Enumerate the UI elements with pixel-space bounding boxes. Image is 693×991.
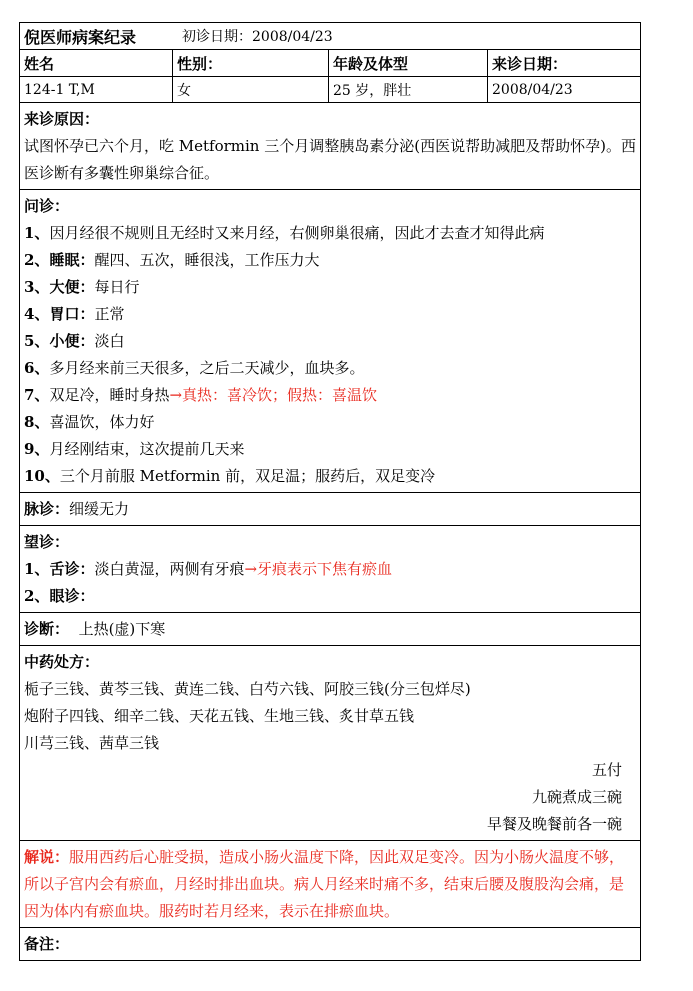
explain-label: 解说： [24,848,70,866]
inquiry-item [24,355,636,382]
visit-date-header: 来诊日期： [492,54,568,73]
item-text: 喜温饮，体力好 [49,413,155,431]
pulse-section [20,493,640,526]
tongue-number: 1、 [24,560,50,578]
item-text: 多月经来前三天很多，之后二天减少，血块多。 [49,359,365,377]
remarks-label: 备注： [24,935,70,953]
item-text: 醒四、五次，睡很浅，工作压力大 [94,251,320,269]
diagnosis-label: 诊断： [24,620,70,638]
item-label: 小便： [49,332,95,350]
eye-label: 眼诊： [49,587,95,605]
inquiry-item [24,274,636,301]
age-header: 年龄及体型 [329,50,488,76]
prescription-label: 中药处方： [24,653,100,671]
prescription-line: 炮附子四钱、细辛二钱、天花五钱、生地三钱、炙甘草五钱 [24,707,415,725]
item-text: 每日行 [94,278,140,296]
reason-section [20,103,640,190]
item-number: 7、 [24,386,50,404]
item-number: 3、 [24,278,50,296]
pulse-label: 脉诊： [24,500,70,518]
item-text: 正常 [94,305,125,323]
diagnosis-text: 上热(虚)下寒 [78,620,166,638]
patient-sex: 女 [173,77,329,102]
item-text: 因月经很不规则且无经时又来月经，右侧卵巢很痛，因此才去查才知得此病 [49,224,545,242]
eye-number: 2、 [24,587,50,605]
inquiry-item [24,220,636,247]
item-number: 2、 [24,251,50,269]
item-text: 三个月前服 Metformin 前，双足温；服药后，双足变冷 [59,467,436,485]
title-row [20,23,640,50]
inquiry-item [24,382,636,409]
name-header: 姓名 [20,50,173,76]
info-header-row [20,50,640,77]
item-label: 胃口： [49,305,95,323]
prescription-dose: 五付 [591,761,622,779]
item-number: 6、 [24,359,50,377]
medical-record-table [19,22,641,961]
item-note: →真热：喜冷饮；假热：喜温饮 [169,386,378,404]
item-label: 大便： [49,278,95,296]
inquiry-item [24,301,636,328]
pulse-text: 细缓无力 [69,500,130,518]
patient-id: 124-1 T,M [20,77,173,102]
prescription-line: 栀子三钱、黄芩三钱、黄连二钱、白芍六钱、阿胶三钱(分三包烊尽) [24,680,471,698]
item-number: 8、 [24,413,50,431]
tongue-line [24,556,636,583]
inquiry-item [24,463,636,490]
observe-section [20,526,640,613]
explain-section [20,841,640,928]
record-title: 倪医师病案纪录 [24,27,137,47]
prescription-line: 川芎三钱、茜草三钱 [24,734,160,752]
inquiry-item [24,247,636,274]
item-text: 双足冷，睡时身热 [49,386,170,404]
sex-header: 性别： [173,50,329,76]
item-number: 5、 [24,332,50,350]
item-text: 月经刚结束，这次提前几天来 [49,440,245,458]
remarks-section [20,928,640,960]
inquiry-item [24,436,636,463]
inquiry-label: 问诊： [24,197,70,215]
inquiry-item [24,409,636,436]
prescription-section [20,646,640,841]
eye-line [24,583,636,610]
diagnosis-section [20,613,640,646]
observe-label: 望诊： [24,533,70,551]
item-number: 10、 [24,467,60,485]
tongue-note: →牙痕表示下焦有瘀血 [244,560,393,578]
info-value-row [20,77,640,103]
reason-label: 来诊原因： [24,110,100,128]
explain-text: 服用西药后心脏受损，造成小肠火温度下降，因此双足变冷。因为小肠火温度不够，所以子宫内会有瘀血，月经时排出血块。病人月经来时痛不多，结束后腰及腹股沟会痛，是因为体内有瘀血块。服药时若月经来，表示在排瘀血块。 [24,848,625,920]
prescription-timing: 早餐及晚餐前各一碗 [486,815,622,833]
inquiry-item [24,328,636,355]
visit-date: 2008/04/23 [492,81,573,98]
item-number: 9、 [24,440,50,458]
item-number: 1、 [24,224,50,242]
first-visit-date: 初诊日期：2008/04/23 [182,29,333,45]
reason-text: 试图怀孕已六个月，吃 Metformin 三个月调整胰岛素分泌(西医说帮助减肥及帮助怀孕)。西医诊断有多囊性卵巢综合征。 [24,137,636,182]
tongue-text: 淡白黄湿，两侧有牙痕 [94,560,245,578]
inquiry-section [20,190,640,493]
item-text: 淡白 [94,332,125,350]
item-label: 睡眠： [49,251,95,269]
item-number: 4、 [24,305,50,323]
tongue-label: 舌诊： [49,560,95,578]
patient-age-build: 25 岁，胖壮 [329,77,488,102]
prescription-cooking: 九碗煮成三碗 [531,788,622,806]
